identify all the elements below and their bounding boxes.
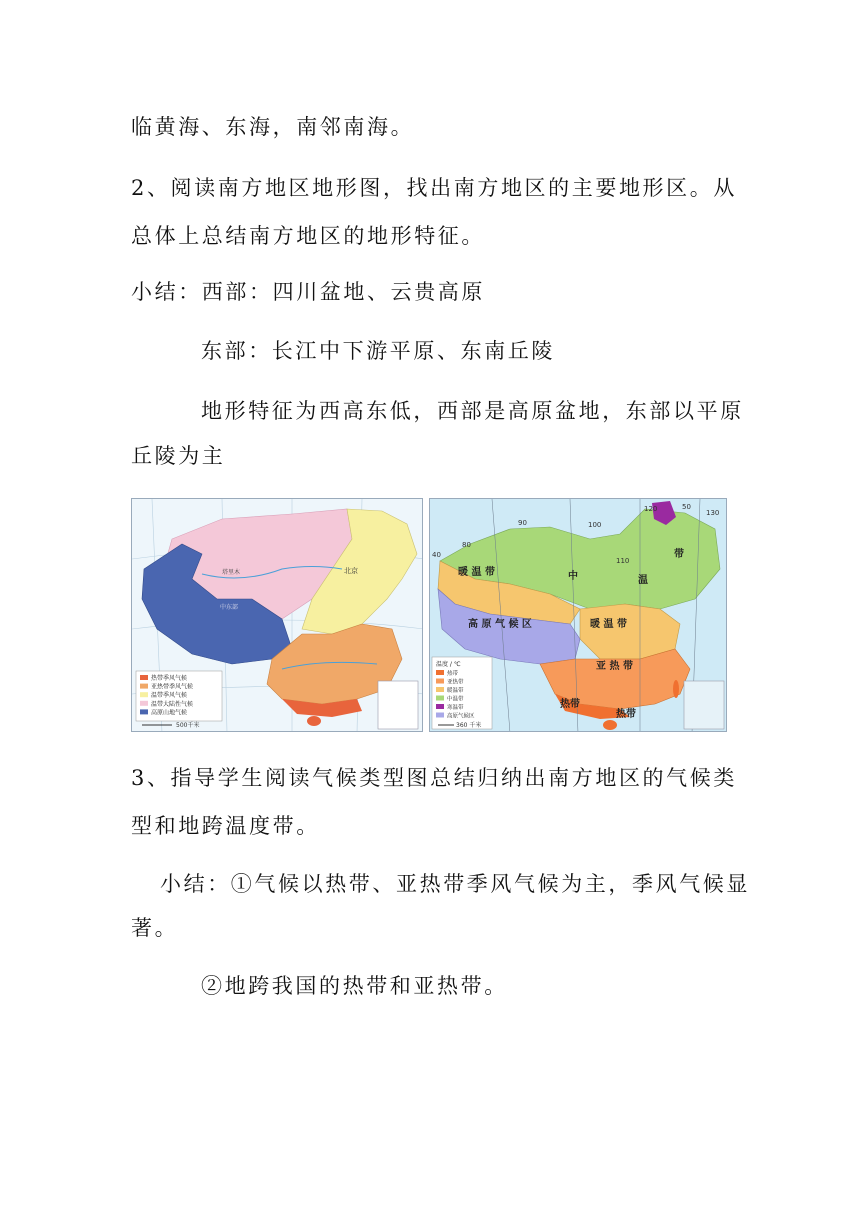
left-legend-swatch xyxy=(140,692,148,697)
maps-figure xyxy=(131,498,727,732)
zone-tropical-2: 热带 xyxy=(616,709,636,720)
text-line-4: 小结：西部：四川盆地、云贵高原 xyxy=(131,280,485,304)
left-legend-swatch xyxy=(140,701,148,706)
left-legend-label: 高原山地气候 xyxy=(151,709,188,717)
right-legend-label: 亚热带 xyxy=(447,679,464,686)
zone-plateau: 高 原 气 候 区 xyxy=(468,619,532,630)
text-line-6: 地形特征为西高东低，西部是高原盆地，东部以平原 xyxy=(201,399,744,423)
svg-text:100: 100 xyxy=(588,521,602,529)
zone-tropical-1: 热带 xyxy=(560,699,580,710)
right-legend-label: 暖温带 xyxy=(447,688,464,694)
right-legend-title: 温度 / ℃ xyxy=(436,661,461,668)
zone-warm-temperate-west: 暖 温 带 xyxy=(458,567,495,578)
left-legend-label: 温带季风气候 xyxy=(151,692,188,700)
text-line-10: 小结：①气候以热带、亚热带季风气候为主，季风气候显 xyxy=(160,872,750,896)
plateau-label: 中东部 xyxy=(220,604,239,611)
right-legend-swatch xyxy=(436,679,444,684)
text-line-3: 总体上总结南方地区的地形特征。 xyxy=(131,224,485,248)
right-legend-label: 热带 xyxy=(447,671,459,677)
svg-text:50: 50 xyxy=(682,503,691,511)
text-line-12: ②地跨我国的热带和亚热带。 xyxy=(201,974,508,998)
left-legend-swatch xyxy=(140,709,148,714)
svg-text:80: 80 xyxy=(462,541,471,549)
text-line-11: 著。 xyxy=(131,916,179,940)
right-scale-label: 360 千米 xyxy=(456,722,482,729)
svg-text:110: 110 xyxy=(616,557,630,565)
text-line-2: 2、阅读南方地区地形图，找出南方地区的主要地形区。从 xyxy=(131,176,737,200)
text-line-5: 东部：长江中下游平原、东南丘陵 xyxy=(201,339,555,363)
left-legend-label: 热带季风气候 xyxy=(151,675,188,682)
text-line-8: 3、指导学生阅读气候类型图总结归纳出南方地区的气候类 xyxy=(131,766,737,790)
zone-subtropical: 亚 热 带 xyxy=(596,661,633,672)
text-line-1: 临黄海、东海，南邻南海。 xyxy=(131,115,415,139)
svg-text:40: 40 xyxy=(432,551,441,559)
text-line-7: 丘陵为主 xyxy=(131,444,226,468)
left-scale-label: 500千米 xyxy=(176,722,200,729)
right-legend-swatch xyxy=(436,704,444,709)
svg-text:90: 90 xyxy=(518,519,527,527)
zone-mid-2: 温 xyxy=(638,575,648,586)
left-legend-swatch xyxy=(140,675,148,680)
svg-text:120: 120 xyxy=(644,505,658,513)
right-legend-label: 中温带 xyxy=(447,696,464,703)
beijing-label: 北京 xyxy=(344,567,358,575)
svg-text:130: 130 xyxy=(706,509,720,517)
right-legend-label: 高原气候区 xyxy=(447,713,475,720)
left-legend-label: 温带大陆性气候 xyxy=(151,700,194,708)
right-legend-swatch xyxy=(436,713,444,718)
left-legend-swatch xyxy=(140,684,148,689)
desert-label: 塔里木 xyxy=(222,569,241,576)
right-legend-label: 寒温带 xyxy=(447,705,464,711)
right-legend-swatch xyxy=(436,670,444,675)
right-legend-swatch xyxy=(436,687,444,692)
climate-type-map xyxy=(131,498,423,732)
right-legend-swatch xyxy=(436,696,444,701)
text-line-9: 型和地跨温度带。 xyxy=(131,814,320,838)
left-legend-label: 亚热带季风气候 xyxy=(151,683,194,691)
zone-mid-3: 带 xyxy=(674,549,684,560)
zone-mid-1: 中 xyxy=(568,571,578,582)
zone-warm-temperate-east: 暖 温 带 xyxy=(590,619,627,630)
temperature-zone-map xyxy=(429,498,727,732)
